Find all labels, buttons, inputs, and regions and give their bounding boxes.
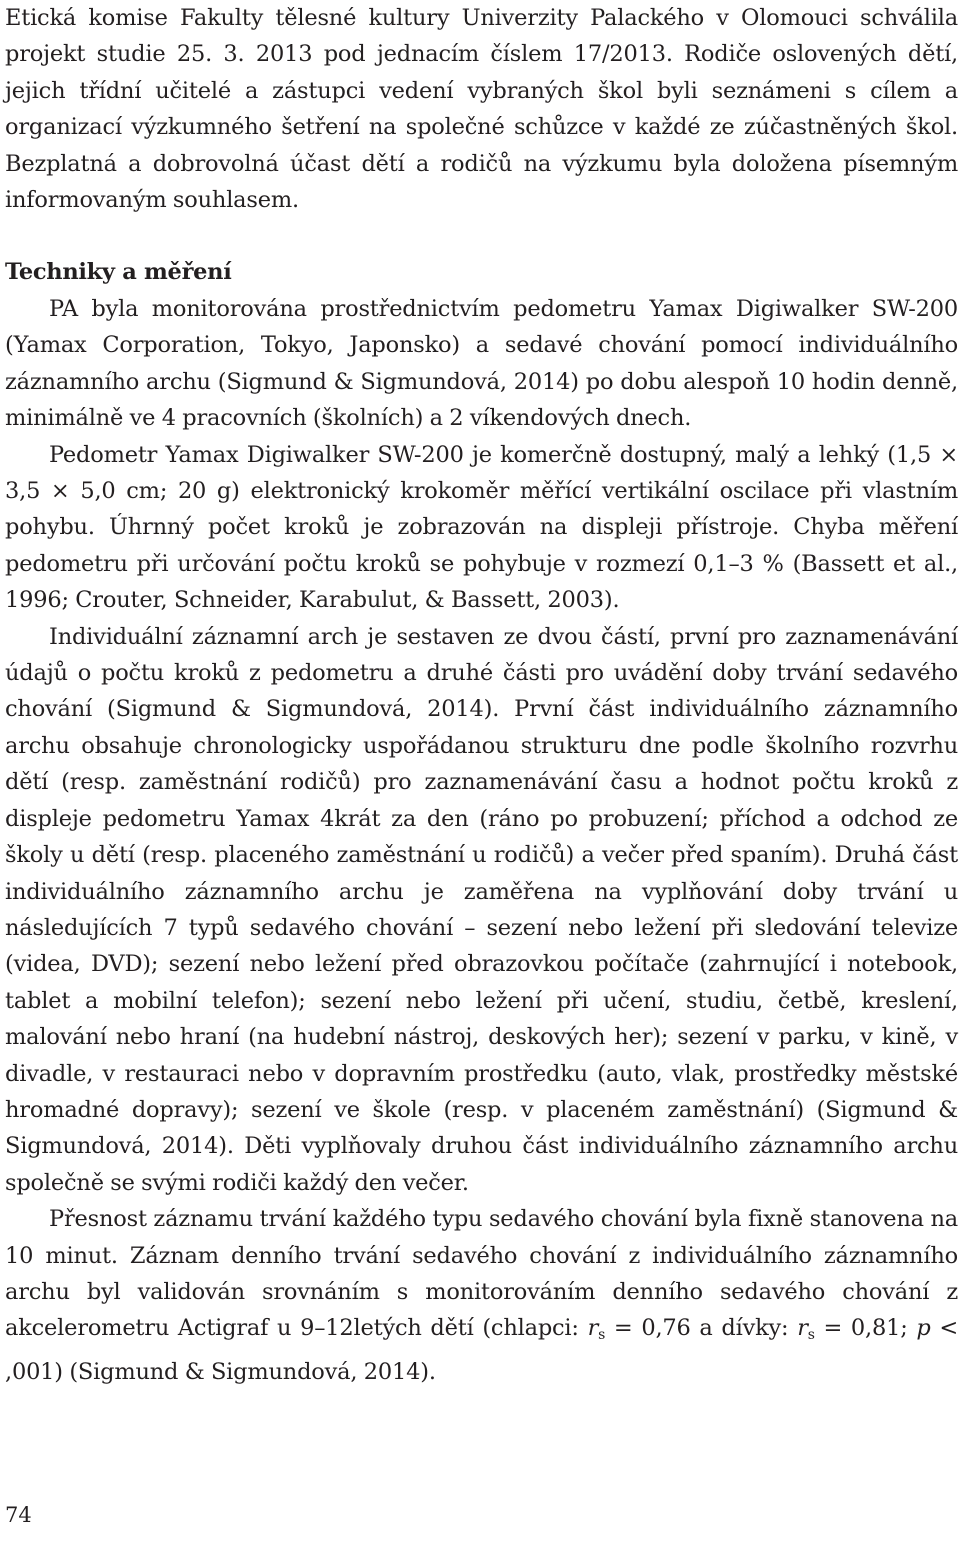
section-heading: Techniky a měření: [5, 259, 232, 285]
accuracy-text-3: = 0,81;: [814, 1315, 917, 1342]
accuracy-text-4: < ,001) (Sigmund & Sigmundová, 2014).: [5, 1315, 959, 1385]
paragraph-pedometer: Pedometr Yamax Digiwalker SW-200 je komerčně dostupný, malý a lehký (1,5 × 3,5 × 5,0 cm; 20 g) elektronický krokoměr měřící vertikální oscilace při vlastním pohybu. Úhrnný počet kroků je zobrazován na displeji přístroje. Chyba měření pedometru při určování počtu kroků se pohybuje v rozmezí 0,1–3 % (Bassett et al., 1996; Crouter, Schneider, Karabulut, & Bassett, 2003).: [5, 441, 958, 614]
intro-paragraph: Etická komise Fakulty tělesné kultury Univerzity Palackého v Olomouci schválila projekt studie 25. 3. 2013 pod jednacím číslem 17/2013. Rodiče oslovených dětí, jejich třídní učitelé a zástupci vedení vybraných škol byli seznámeni s cílem a organizací výzkumného šetření na společné schůzce v každé ze zúčastněných škol. Bezplatná a dobrovolná účast dětí a rodičů na výzkumu byla doložena písemným informovaným souhlasem.: [5, 5, 958, 214]
intro-block: [5, 0, 958, 218]
r-subscript-2: s: [807, 1327, 815, 1344]
paragraph-accuracy: [5, 1201, 958, 1390]
r-subscript: s: [598, 1327, 606, 1344]
r-symbol: r: [587, 1315, 599, 1342]
r-symbol-2: r: [797, 1315, 808, 1342]
section-body: [5, 291, 958, 1390]
accuracy-text-1: Přesnost záznamu trvání každého typu sedavého chování byla fixně stanovena na 10 minut. Záznam denního trvání sedavého chování z individuálního záznamního archu byl validován srovnáním s monitorováním denního sedavého chování z akcelerometru Actigraf u 9–12letých dětí (chlapci:: [5, 1206, 958, 1342]
paragraph-pa-monitoring: PA byla monitorována prostřednictvím pedometru Yamax Digiwalker SW-200 (Yamax Corporation, Tokyo, Japonsko) a sedavé chování pomocí individuálního záznamního archu (Sigmund & Sigmundová, 2014) po dobu alespoň 10 hodin denně, minimálně ve 4 pracovních (školních) a 2 víkendových dnech.: [5, 296, 958, 432]
paragraph-record-sheet: Individuální záznamní arch je sestaven ze dvou částí, první pro zaznamenávání údajů o počtu kroků z pedometru a druhé části pro uvádění doby trvání sedavého chování (Sigmund & Sigmundová, 2014). První část individuálního záznamního archu obsahuje chronologicky uspořádanou strukturu dne podle školního rozvrhu dětí (resp. zaměstnání rodičů) pro zaznamenávání času a hodnot počtu kroků z displeje pedometru Yamax 4krát za den (ráno po probuzení; příchod a odchod ze školy u dětí (resp. placeného zaměstnání u rodičů) a večer před spaním). Druhá část individuálního záznamního archu je zaměřena na vyplňování doby trvání u následujících 7 typů sedavého chování – sezení nebo ležení při sledování televize (videa, DVD); sezení nebo ležení před obrazovkou počítače (zahrnující i notebook, tablet a mobilní telefon); sezení nebo ležení při učení, studiu, četbě, kreslení, malování nebo hraní (na hudební nástroj, deskových her); sezení v parku, v kině, v divadle, v restauraci nebo v dopravním prostředku (auto, vlak, prostředky městské hromadné dopravy); sezení ve škole (resp. v placeném zaměstnání) (Sigmund & Sigmundová, 2014). Děti vyplňovaly druhou část individuálního záznamního archu společně se svými rodiči každý den večer.: [5, 623, 958, 1196]
page-number: 74: [5, 1503, 32, 1527]
accuracy-text-2: = 0,76 a dívky:: [605, 1315, 798, 1342]
p-symbol: p: [916, 1315, 931, 1342]
